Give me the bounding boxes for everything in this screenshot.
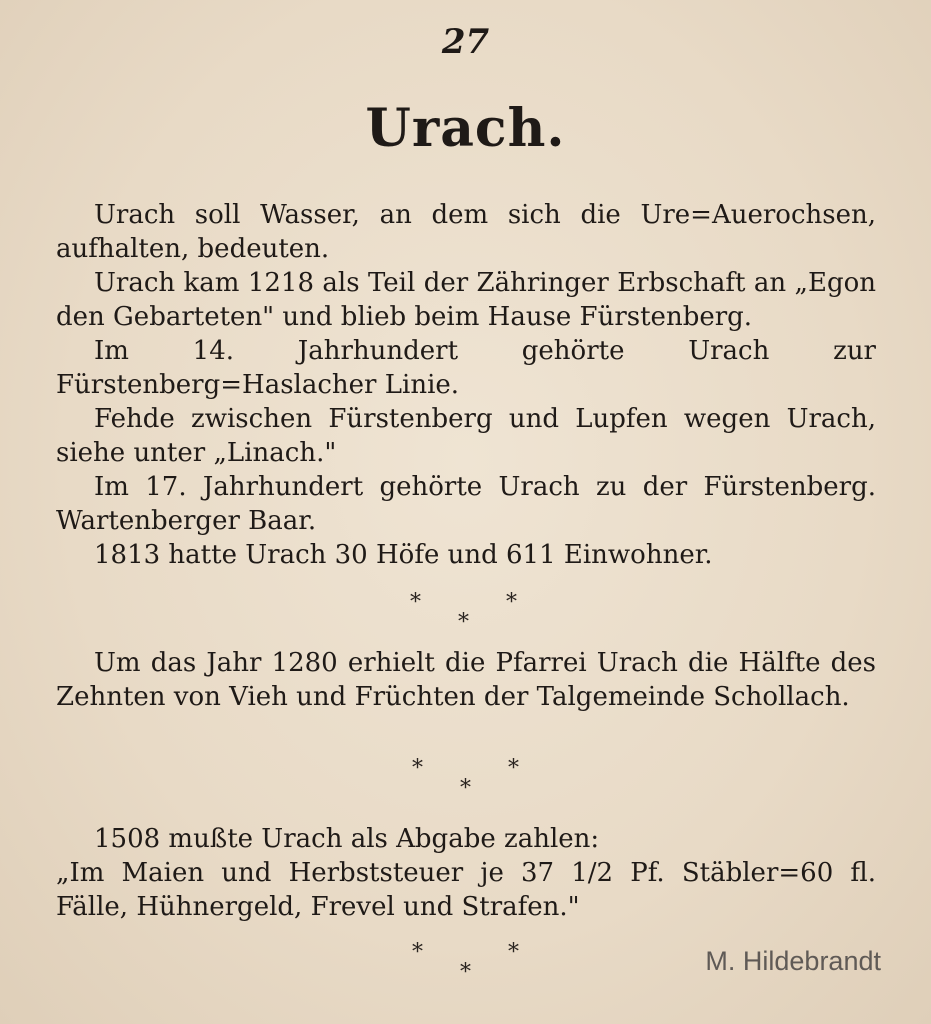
separator-star: *	[410, 590, 421, 615]
separator-star: *	[508, 756, 519, 781]
paragraph: Fehde zwischen Fürstenberg und Lupfen wegen Urach, siehe unter „Linach."	[56, 404, 876, 468]
paragraph: „Im Maien und Herbststeuer je 37 1/2 Pf. Stäbler=60 fl. Fälle, Hühnergeld, Frevel und Strafen."	[56, 858, 876, 922]
watermark: M. Hildebrandt	[705, 946, 881, 976]
separator-star: *	[460, 960, 471, 985]
page-number: 27	[441, 22, 490, 62]
paragraph: Urach kam 1218 als Teil der Zähringer Erbschaft an „Egon den Gebarteten" und blieb beim Hause Fürstenberg.	[56, 268, 876, 332]
paragraph: Um das Jahr 1280 erhielt die Pfarrei Urach die Hälfte des Zehnten von Vieh und Früchten der Talgemeinde Schollach.	[56, 648, 876, 712]
paragraph: Im 17. Jahrhundert gehörte Urach zu der Fürstenberg. Wartenberger Baar.	[56, 472, 876, 536]
section-1	[56, 198, 876, 572]
separator-asterisks	[0, 590, 931, 635]
separator-star: *	[508, 940, 519, 965]
section-3	[56, 822, 876, 924]
separator-star: *	[506, 590, 517, 615]
paragraph: 1813 hatte Urach 30 Höfe und 611 Einwohner.	[94, 540, 713, 570]
separator-star: *	[412, 940, 423, 965]
separator-star: *	[458, 610, 469, 635]
section-2	[56, 646, 876, 714]
page-title: Urach.	[365, 98, 566, 159]
separator-star: *	[412, 756, 423, 781]
separator-asterisks	[0, 756, 931, 801]
paragraph: Urach soll Wasser, an dem sich die Ure=Auerochsen, aufhalten, bedeuten.	[56, 200, 876, 264]
separator-star: *	[460, 776, 471, 801]
paragraph: 1508 mußte Urach als Abgabe zahlen:	[94, 824, 600, 854]
paragraph: Im 14. Jahrhundert gehörte Urach zur Fürstenberg=Haslacher Linie.	[56, 336, 876, 400]
